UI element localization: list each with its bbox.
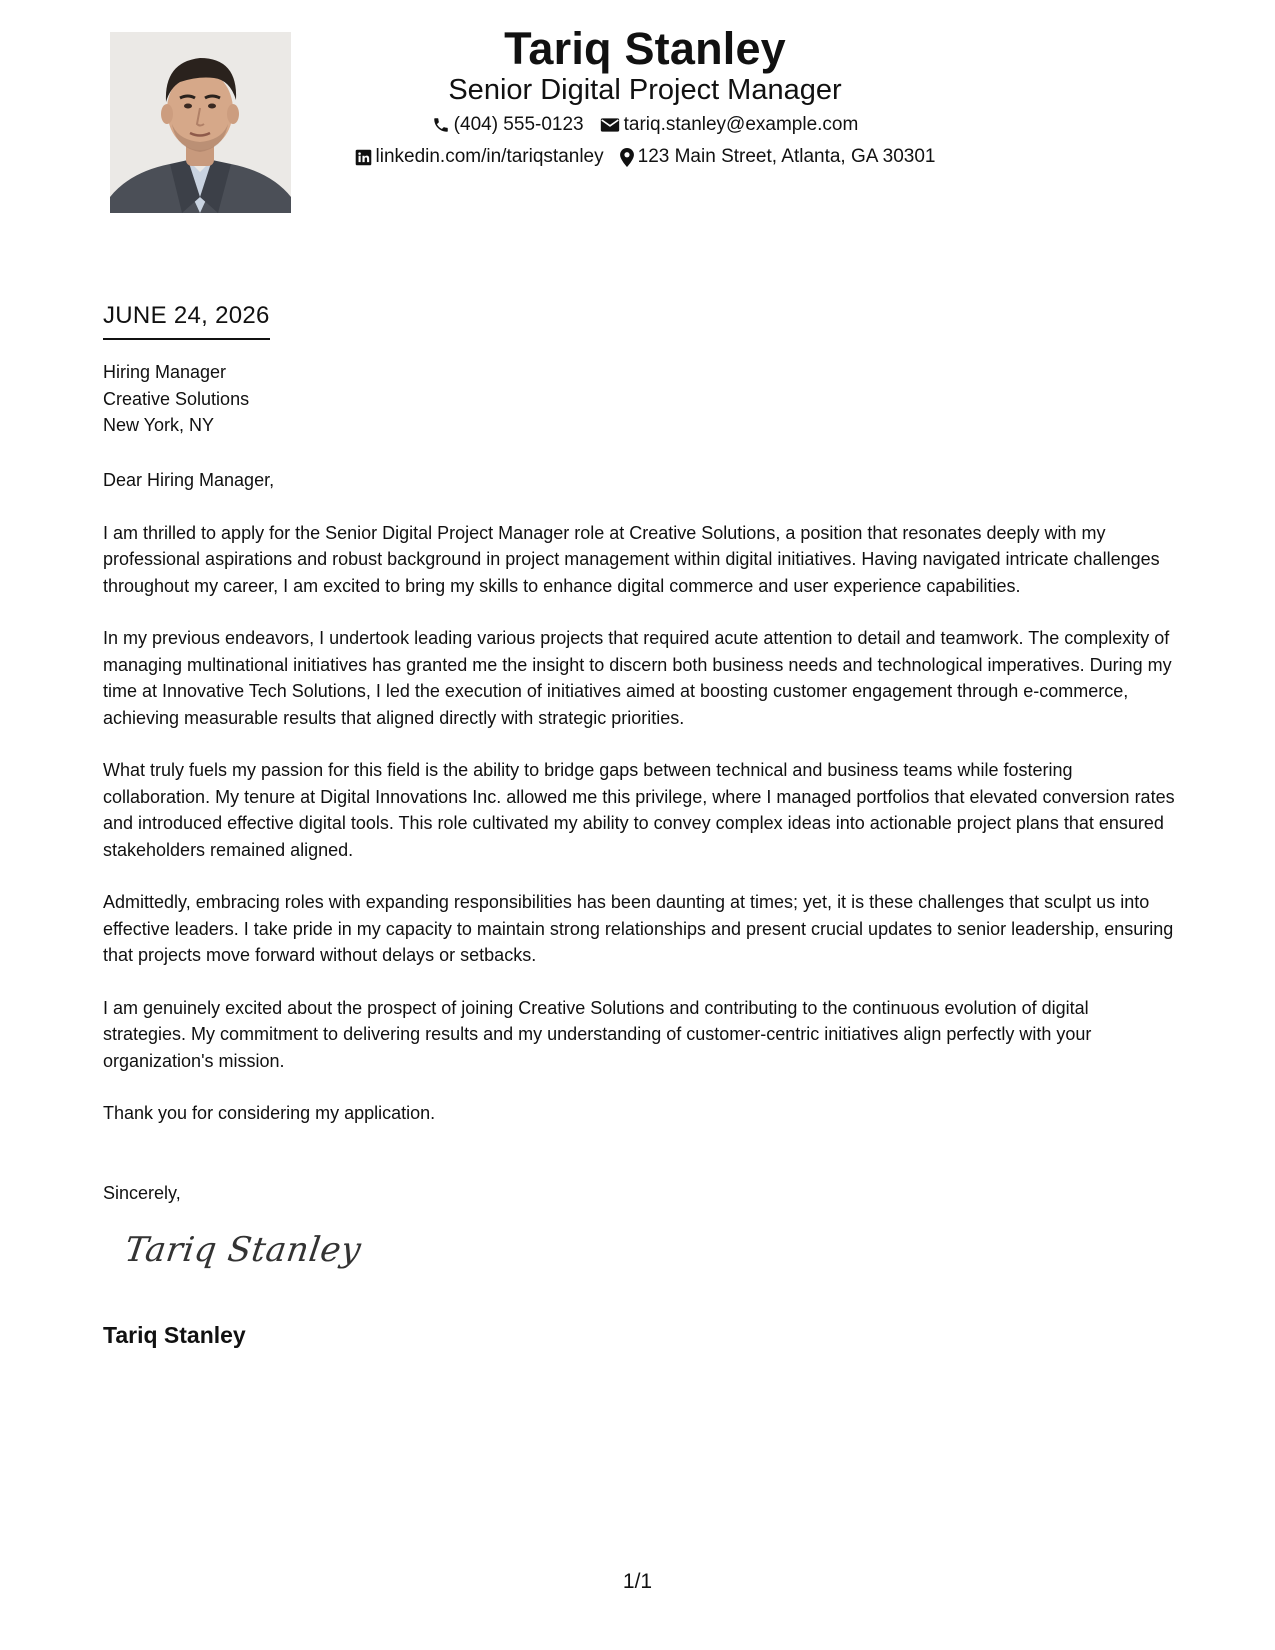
- recipient-title: Hiring Manager: [103, 362, 227, 382]
- body-paragraph: Admittedly, embracing roles with expanding responsibilities has been daunting at times; yet, it is these challenges that sculpt us into effective leaders. I take pride in my capacity to maintain strong relationships and present crucial updates to senior leadership, ensuring that projects move forward without delays or setbacks.: [103, 892, 1174, 965]
- linkedin-text[interactable]: linkedin.com/in/tariqstanley: [375, 146, 604, 167]
- page-number: 1/1: [622, 1570, 653, 1593]
- recipient-company: Creative Solutions: [103, 388, 250, 409]
- applicant-title: Senior Digital Project Manager: [448, 74, 842, 106]
- phone-text[interactable]: (404) 555-0123: [453, 114, 584, 135]
- salutation: Dear Hiring Manager,: [103, 470, 275, 490]
- contact-row-primary: [290, 113, 1000, 137]
- body-paragraph: I am thrilled to apply for the Senior Digital Project Manager role at Creative Solutions, a position that resonates deeply with my professional aspirations and robust background in project management within digital initiatives. Having navigated intricate challenges throughout my career, I am excited to bring my skills to enhance digital commerce and user experience capabilities.: [103, 522, 1160, 596]
- body-paragraph: What truly fuels my passion for this field is the ability to bridge gaps between technical and business teams while fostering collaboration. My tenure at Digital Innovations Inc. allowed me this privilege, where I managed portfolios that elevated conversion rates and introduced effective digital tools. This role cultivated my ability to convey complex ideas into actionable project plans that ensured stakeholders remained aligned.: [103, 760, 1175, 860]
- thank-you-line: Thank you for considering my application.: [103, 1103, 436, 1123]
- closing-line: Sincerely,: [103, 1183, 181, 1203]
- body-paragraph: In my previous endeavors, I undertook leading various projects that required acute attention to detail and teamwork. The complexity of managing multinational initiatives has granted me the insight to discern both business needs and technological imperatives. During my time at Innovative Tech Solutions, I led the execution of initiatives aimed at boosting customer engagement through e-commerce, achieving measurable results that aligned directly with strategic priorities.: [103, 628, 1172, 728]
- recipient-location: New York, NY: [103, 415, 215, 435]
- map-pin-icon: [620, 148, 634, 167]
- contact-row-secondary: [290, 145, 1000, 169]
- signed-name: Tariq Stanley: [103, 1322, 246, 1348]
- phone-icon: [432, 116, 450, 134]
- address-contact: [620, 145, 936, 169]
- body-paragraph: I am genuinely excited about the prospect of joining Creative Solutions and contributing to the continuous evolution of digital strategies. My commitment to delivering results and my understanding of customer-centric initiatives align perfectly with your organization's mission.: [103, 997, 1092, 1071]
- handwritten-signature: Tariq Stanley: [122, 1230, 364, 1270]
- linkedin-contact: [355, 145, 604, 169]
- phone-contact: [432, 113, 584, 137]
- email-text[interactable]: tariq.stanley@example.com: [623, 114, 859, 135]
- email-contact: [600, 113, 859, 137]
- profile-photo: [110, 32, 291, 213]
- letter-body: [103, 467, 1175, 1153]
- recipient-block: [103, 359, 249, 439]
- address-text: 123 Main Street, Atlanta, GA 30301: [637, 146, 936, 167]
- letter-date: JUNE 24, 2026: [103, 300, 270, 340]
- applicant-name: Tariq Stanley: [504, 23, 786, 74]
- linkedin-icon: [355, 149, 372, 166]
- envelope-icon: [600, 117, 620, 133]
